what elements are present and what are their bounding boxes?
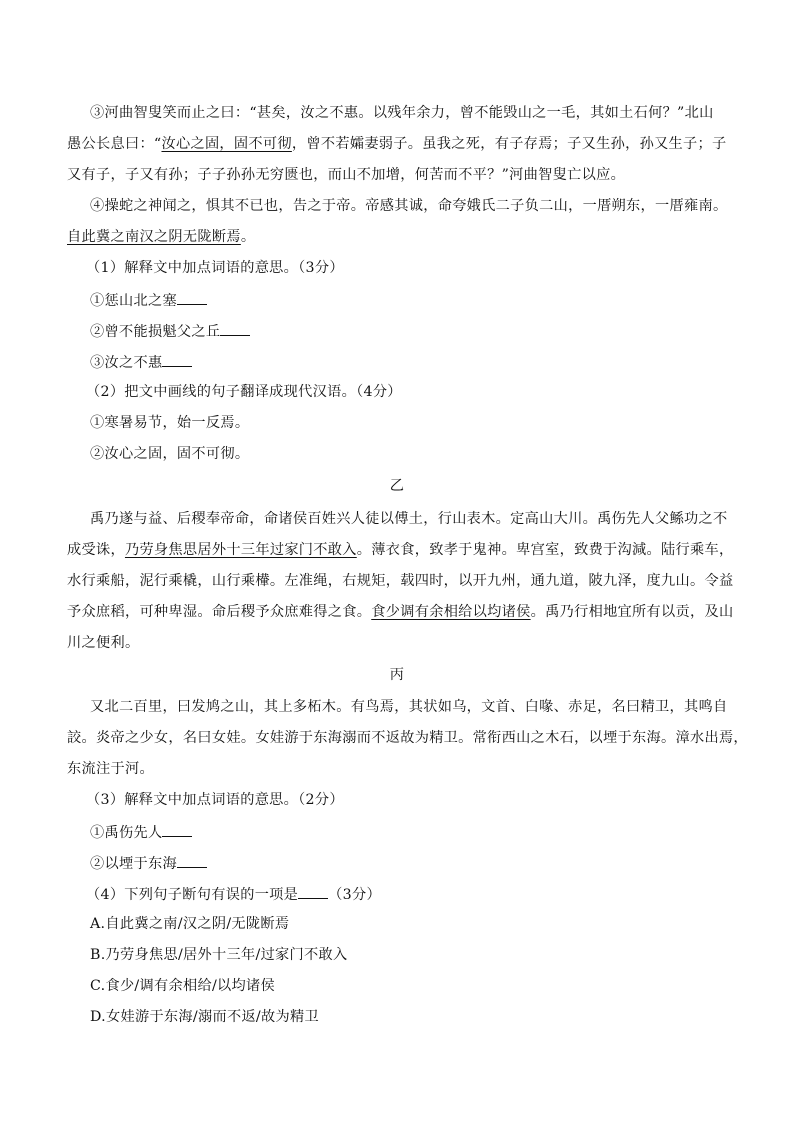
q1-item-3 xyxy=(90,352,192,372)
q3-item-1-text: ①禹伤先人 xyxy=(90,825,163,841)
bing-line2: 詨。炎帝之少女，名曰女娃。女娃游于东海溺而不返故为精卫。常衔西山之木石，以堙于东海。漳水出焉， xyxy=(67,730,748,746)
answer-blank[interactable] xyxy=(162,822,192,837)
jia-para4-line1: ④操蛇之神闻之，惧其不已也，告之于帝。帝感其诚，命夸娥氏二子负二山，一厝朔东，一厝雍南。 xyxy=(90,198,728,214)
q1-item-1-text: ①惩山北之塞 xyxy=(90,293,177,309)
answer-blank[interactable] xyxy=(162,352,192,367)
q3-title: （3）解释文中加点词语的意思。（2分） xyxy=(86,792,344,808)
q1-item-3-text: ③汝之不惠 xyxy=(90,355,163,371)
answer-blank[interactable] xyxy=(177,290,207,305)
yi-line4 xyxy=(67,603,733,621)
jia-para3-line1: ③河曲智叟笑而止之曰：“甚矣，汝之不惠。以残年余力，曾不能毁山之一毛，其如土石何？”北山 xyxy=(90,105,714,121)
jia-para4-line2 xyxy=(67,228,255,246)
q4-title xyxy=(86,884,381,904)
jia-para4-line2-post: 。 xyxy=(240,229,256,245)
option-a[interactable]: A.自此冀之南/汉之阴/无陇断焉 xyxy=(90,916,290,932)
q2-title: （2）把文中画线的句子翻译成现代汉语。（4分） xyxy=(86,384,402,400)
option-d[interactable]: D.女娃游于东海/溺而不返/故为精卫 xyxy=(90,1009,319,1025)
jia-para3-line3: 又有子，子又有孙；子子孙孙无穷匮也，而山不加增，何苦而不平？”河曲智叟亡以应。 xyxy=(67,167,626,183)
q4-title-pre: （4）下列句子断句有误的一项是 xyxy=(86,887,299,903)
bing-line3: 东流注于河。 xyxy=(67,761,154,777)
yi-line4-post: 。禹乃行相地宜所有以贡，及山 xyxy=(530,604,734,620)
yi-line3: 水行乘船，泥行乘橇，山行乘檋。左准绳，右规矩，载四时，以开九州，通九道，陂九泽，度九山。令益 xyxy=(67,573,734,589)
bing-line1: 又北二百里，曰发鸠之山，其上多柘木。有鸟焉，其状如乌，文首、白喙、赤足，名曰精卫，其鸣自 xyxy=(90,699,728,715)
q1-item-2-text: ②曾不能损魁父之丘 xyxy=(90,324,221,340)
underlined-sentence-3: 乃劳身焦思居外十三年过家门不敢入 xyxy=(124,542,357,558)
underlined-sentence-4: 食少调有余相给以均诸侯 xyxy=(371,604,531,620)
yi-line5: 川之便利。 xyxy=(67,635,140,651)
answer-blank[interactable] xyxy=(177,853,207,868)
yi-line1: 禹乃遂与益、后稷奉帝命，命诸侯百姓兴人徒以傅土，行山表木。定高山大川。禹伤先人父鲧功之不 xyxy=(90,511,728,527)
underlined-sentence-1: 汝心之固，固不可彻 xyxy=(161,136,292,152)
yi-line4-pre: 予众庶稻，可种卑湿。命后稷予众庶难得之食。 xyxy=(67,604,372,620)
q1-title: （1）解释文中加点词语的意思。（3分） xyxy=(86,260,344,276)
q1-item-1 xyxy=(90,290,207,310)
option-b[interactable]: B.乃劳身焦思/居外十三年/过家门不敢入 xyxy=(90,947,348,963)
q3-item-2 xyxy=(90,853,207,873)
yi-line2-pre: 成受诛， xyxy=(67,542,125,558)
yi-line2 xyxy=(67,541,733,559)
heading-yi: 乙 xyxy=(389,478,405,494)
answer-blank[interactable] xyxy=(220,321,250,336)
underlined-sentence-2: 自此冀之南汉之阴无陇断焉 xyxy=(67,229,241,245)
answer-blank[interactable] xyxy=(298,884,328,899)
q3-item-2-text: ②以堙于东海 xyxy=(90,856,177,872)
jia-para3-line2-post: ，曾不若孀妻弱子。虽我之死，有子存焉；子又生孙，孙又生子；子 xyxy=(291,136,727,152)
heading-bing: 丙 xyxy=(389,667,405,683)
q4-title-post: （3分） xyxy=(328,887,381,903)
q1-item-2 xyxy=(90,321,250,341)
q3-item-1 xyxy=(90,822,192,842)
yi-line2-post: 。薄衣食，致孝于鬼神。卑宫室，致费于沟減。陆行乘车， xyxy=(356,542,734,558)
option-c[interactable]: C.食少/调有余相给/以均诸侯 xyxy=(90,978,275,994)
q2-item-1: ①寒暑易节，始一反焉。 xyxy=(90,415,250,431)
jia-para3-line2-pre: 愚公长息曰：“ xyxy=(67,136,162,152)
q2-item-2: ②汝心之固，固不可彻。 xyxy=(90,446,250,462)
jia-para3-line2 xyxy=(67,135,727,153)
